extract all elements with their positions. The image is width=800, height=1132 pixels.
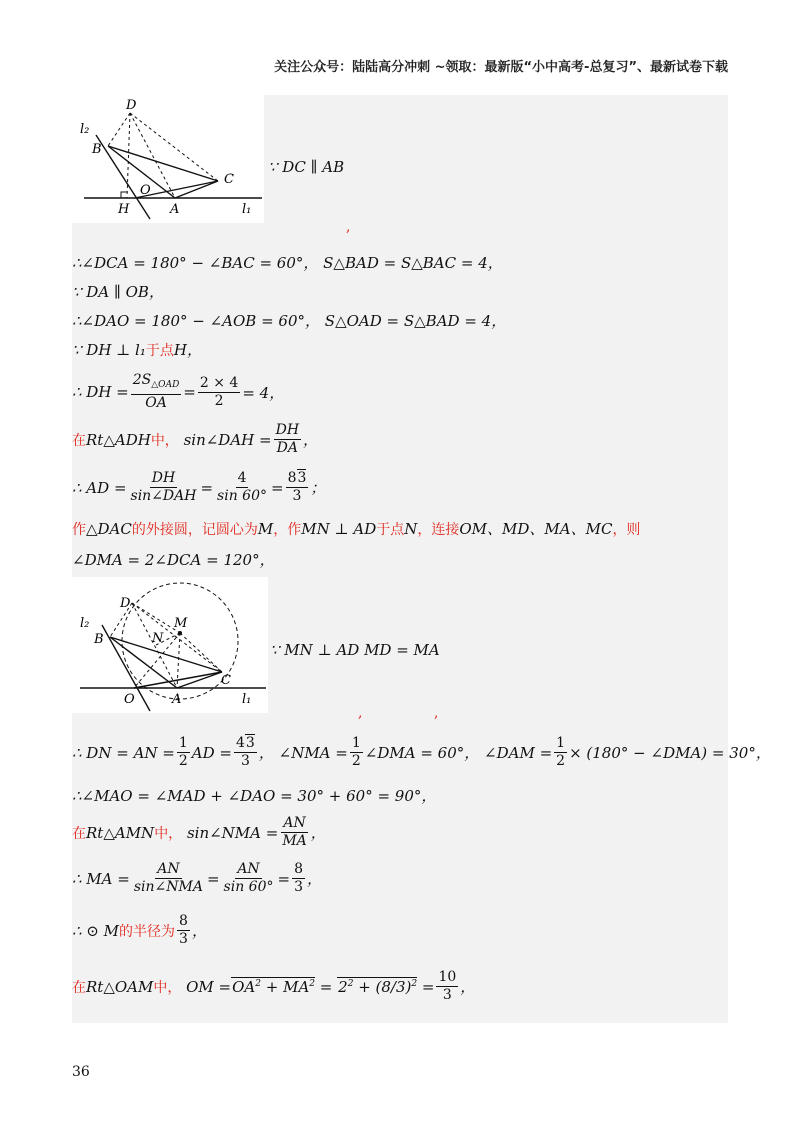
fig2-label-C: C — [221, 673, 231, 688]
step-6: 在 Rt△ADH 中， sin∠DAH = $\frac{DH}{DA}$ ， — [72, 422, 319, 456]
fig2-label-l1: l₁ — [242, 692, 252, 707]
fig2-label-N: N — [152, 631, 164, 646]
figure-1 — [72, 95, 264, 223]
page-number: 36 — [72, 1064, 90, 1080]
fig1-label-A: A — [170, 202, 180, 217]
page-header: 关注公众号：陆陆高分冲刺 ~领取：最新版“小中高考-总复习”、最新试卷下载 — [274, 60, 728, 75]
step-13: ∴ MA = $\frac{AN}{\text{sin∠NMA}}$ = $\frac{AN}{\sin 60^\circ}$ = $\frac{8}{3}$ ， — [72, 861, 322, 895]
fig2-label-A: A — [172, 692, 182, 707]
figure-2 — [72, 577, 268, 713]
fig1-label-C: C — [224, 172, 234, 187]
fig1-label-O: O — [140, 183, 151, 198]
step-9: ∠DMA = 2∠DCA = 120°， — [72, 551, 275, 569]
fig1-label-H: H — [118, 202, 130, 217]
fig2-label-l2: l₂ — [80, 616, 90, 631]
fig1-label-D: D — [126, 98, 137, 113]
geometry-figure-1 — [72, 95, 264, 223]
figure-2-caption: ∵ MN ⊥ AD MD = MA — [270, 641, 440, 659]
step-14: ∴ ⊙ M 的半径为 $\frac{8}{3}$ ， — [72, 913, 207, 947]
fig1-label-B: B — [92, 142, 102, 157]
step-8: 作 △DAC 的外接圆，记圆心为 M ，作 MN ⊥ AD 于点 N ，连接 OM、MD、MA、MC ，则 — [72, 519, 641, 538]
fig2-label-M: M — [174, 616, 188, 631]
step-5: ∴ DH = $\frac{2S_{\triangle OAD}}{OA}$ = $\frac{2 \times 4}{2}$ = 4， — [72, 372, 285, 411]
step-4: ∵ DH ⊥ l₁ 于点 H， — [72, 340, 202, 359]
step-3: ∴∠DAO = 180° − ∠AOB = 60°， S△OAD = S△BAD = 4， — [72, 312, 507, 330]
solution-panel: D l₂ B C O H A l₁ ∵ DC ∥ AB , ∴∠DCA = 180° − ∠BAC = 60°， S△BAD = S△BAC = 4， ∵ DA ∥ OB， ∴∠DAO = 180° − ∠AOB = 60°， S△OAD = S△BAD = 4， ∵ DH ⊥ l₁ 于点 H， ∴ DH = $\frac{2S_{\triangle OAD}}{OA}$ = $\frac{2 \times 4}{2}$ = 4， 在 Rt△ADH 中， sin∠DAH = $\frac{DH}{DA}$ ， ∴ AD = $\frac{DH}{\text{sin∠DAH}}$ = $\frac{4}{\sin 60^\circ}$ = $\frac{83}{3}$ ； 作 △DAC 的外接圆，记圆心为 M ，作 MN ⊥ AD 于点 N ，连接 OM、MD、MA、MC ，则 ∠DMA = 2∠DCA = 120°， D M l₂ N B C O A l₁ ∵ MN ⊥ AD MD = MA , , ∴ DN = AN = $\frac{1}{2}$ AD = $\frac{43}{3}$ ， ∠NMA = $\frac{1}{2}$ ∠DMA = 60°， ∠DAM = $\frac{1}{2}$ × (180° − ∠DMA) = 30°， ∴∠MAO = ∠MAD + ∠DAO = 30° + 60° = 90°， 在 Rt△AMN 中， sin∠NMA = $\frac{AN}{MA}$ ， ∴ MA = $\frac{AN}{\text{sin∠NMA}}$ = $\frac{AN}{\sin 60^\circ}$ = $\frac{8}{3}$ ， ∴ ⊙ M 的半径为 $\frac{8}{3}$ ， 在 Rt△OAM 中， OM = $OA^2 + MA^2$ = $2^2 + (8/3)^2$ = $\frac{10}{3}$ ， — [72, 95, 728, 1023]
figure-1-caption: ∵ DC ∥ AB — [268, 158, 345, 176]
fig1-label-l1: l₁ — [242, 202, 252, 217]
step-11: ∴∠MAO = ∠MAD + ∠DAO = 30° + 60° = 90°， — [72, 787, 437, 805]
step-1: ∴∠DCA = 180° − ∠BAC = 60°， S△BAD = S△BAC = 4， — [72, 254, 503, 272]
fig1-label-l2: l₂ — [80, 122, 90, 137]
step-10: ∴ DN = AN = $\frac{1}{2}$ AD = $\frac{43}{3}$ ， ∠NMA = $\frac{1}{2}$ ∠DMA = 60°， ∠DAM = $\frac{1}{2}$ × (180° − ∠DMA) = 30°， — [72, 735, 771, 769]
step-12: 在 Rt△AMN 中， sin∠NMA = $\frac{AN}{MA}$ ， — [72, 815, 326, 849]
geometry-figure-2 — [72, 577, 268, 713]
step-7: ∴ AD = $\frac{DH}{\text{sin∠DAH}}$ = $\frac{4}{\sin 60^\circ}$ = $\frac{83}{3}$ ； — [72, 470, 326, 504]
step-15: 在 Rt△OAM 中， OM = $OA^2 + MA^2$ = $2^2 + (8/3)^2$ = $\frac{10}{3}$ ， — [72, 969, 476, 1003]
fig2-label-D: D — [120, 596, 131, 611]
fig2-label-O: O — [124, 692, 135, 707]
fig2-label-B: B — [94, 632, 104, 647]
step-2: ∵ DA ∥ OB， — [72, 283, 164, 301]
